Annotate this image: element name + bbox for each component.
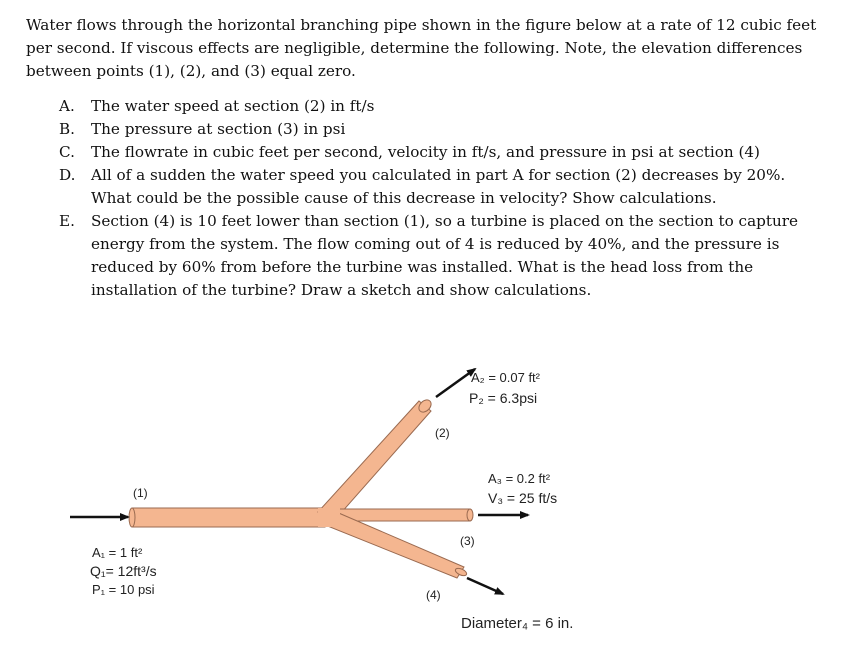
diameter-4-label: Diameter₄ = 6 in.: [461, 615, 574, 632]
task-letter: E.: [59, 212, 75, 230]
task-letter: A.: [59, 97, 75, 115]
velocity-3-label: V₃ = 25 ft/s: [488, 490, 558, 506]
task-text: The pressure at section (3) in psi: [91, 120, 346, 138]
pipe-junction: [318, 508, 340, 527]
section-4-label: (4): [426, 588, 441, 602]
problem-intro: Water flows through the horizontal branching pipe shown in the figure below at a rate of 12 cubic feet per second. If viscous effects are negligible, determine the following. Note, the elevation differences between points (1), (2), and (3) equal zero.: [26, 16, 817, 80]
area-3-label: A₃ = 0.2 ft²: [488, 471, 551, 486]
task-text: All of a sudden the water speed you calculated in part A for section (2) decreases by 20%. What could be the possible cause of this decrease in velocity? Show calculations.: [91, 166, 786, 207]
pressure-1-label: P₁ = 10 psi: [92, 582, 155, 597]
pipe-inlet-1: [132, 508, 325, 527]
area-2-label: A₂ = 0.07 ft²: [471, 370, 540, 385]
pipe-end-1: [129, 508, 135, 527]
section-2-label: (2): [435, 426, 450, 440]
task-text: Section (4) is 10 feet lower than section (1), so a turbine is placed on the section to capture energy from the system. The flow coming out of 4 is reduced by 40%, and the pressure is reduced by 60% from before the turbine was installed. What is the head loss from the installation of the turbine? Draw a sketch and show calculations.: [91, 212, 798, 299]
pipe-branch-2: [318, 401, 431, 522]
task-letter: C.: [59, 143, 75, 161]
task-letter: D.: [59, 166, 76, 184]
task-text: The water speed at section (2) in ft/s: [91, 97, 375, 115]
task-text: The flowrate in cubic feet per second, velocity in ft/s, and pressure in psi at section (4): [91, 143, 760, 161]
section-1-label: (1): [133, 486, 148, 500]
pipe-end-3: [467, 509, 473, 521]
flowrate-1-label: Q₁= 12ft³/s: [90, 563, 157, 579]
area-1-label: A₁ = 1 ft²: [92, 545, 143, 560]
pipe-network: [132, 401, 470, 578]
section-3-label: (3): [460, 534, 475, 548]
task-letter: B.: [59, 120, 75, 138]
flow-arrow-4: [467, 578, 503, 594]
pressure-2-label: P₂ = 6.3psi: [469, 390, 538, 406]
